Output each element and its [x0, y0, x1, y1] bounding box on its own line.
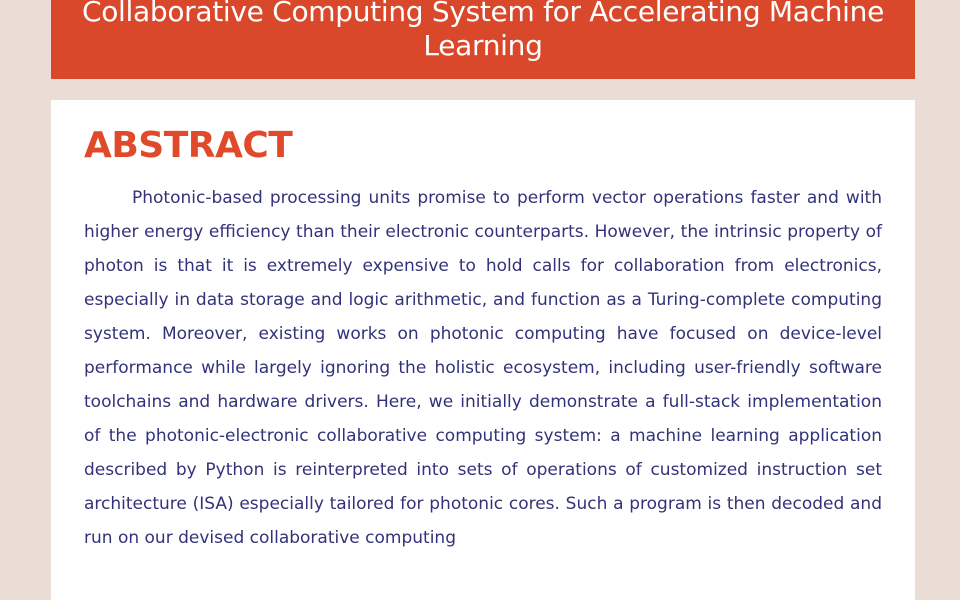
abstract-card [51, 100, 915, 600]
abstract-heading: ABSTRACT [84, 125, 293, 166]
title-banner [51, 0, 915, 79]
poster-title: Collaborative Computing System for Accelerating Machine Learning [81, 0, 885, 62]
abstract-text: Photonic-based processing units promise to perform vector operations faster and with higher energy efficiency than their electronic counterparts. However, the intrinsic property of photon is that it is extremely expensive to hold calls for collaboration from electronics, especially in data storage and logic arithmetic, and function as a Turing-complete computing system. Moreover, existing works on photonic computing have focused on device-level performance while largely ignoring the holistic ecosystem, including user-friendly software toolchains and hardware drivers. Here, we initially demonstrate a full-stack implementation of the photonic-electronic collaborative computing system: a machine learning application described by Python is reinterpreted into sets of operations of customized instruction set architecture (ISA) especially tailored for photonic cores. Such a program is then decoded and run on our devised collaborative computing [84, 188, 882, 548]
